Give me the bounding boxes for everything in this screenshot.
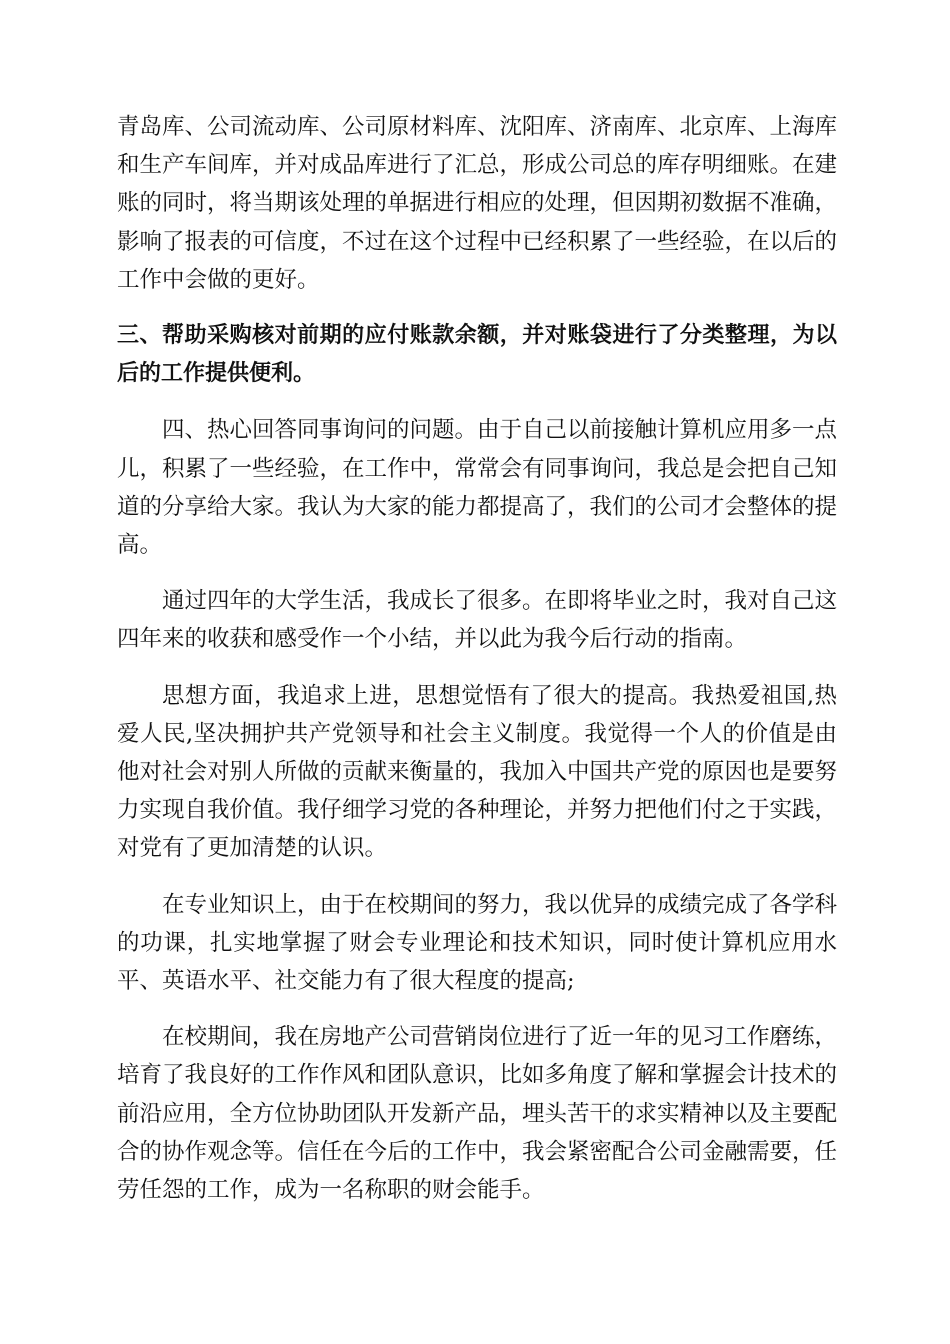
paragraph-item-four: 四、热心回答同事询问的问题。由于自己以前接触计算机应用多一点儿，积累了一些经验，在工作中，常常会有同事询问，我总是会把自己知道的分享给大家。我认为大家的能力都提高了，我们的公司才会整体的提高。 (117, 417, 838, 559)
paragraph-professional-knowledge: 在专业知识上，由于在校期间的努力，我以优异的成绩完成了各学科的功课，扎实地掌握了财会专业理论和技术知识，同时使计算机应用水平、英语水平、社交能力有了很大程度的提高; (117, 891, 838, 995)
paragraph-university-summary: 通过四年的大学生活，我成长了很多。在即将毕业之时，我对自己这四年来的收获和感受作一个小结，并以此为我今后行动的指南。 (117, 588, 838, 653)
document-body (117, 108, 837, 1227)
paragraph-inventory-accounts: 青岛库、公司流动库、公司原材料库、沈阳库、济南库、北京库、上海库和生产车间库，并对成品库进行了汇总，形成公司总的库存明细账。在建账的同时，将当期该处理的单据进行相应的处理，但因期初数据不准确，影响了报表的可信度，不过在这个过程中已经积累了一些经验，在以后的工作中会做的更好。 (117, 114, 838, 293)
paragraph-heading-three: 三、帮助采购核对前期的应付账款余额，并对账袋进行了分类整理，为以后的工作提供便利。 (117, 323, 837, 387)
paragraph-ideology: 思想方面，我追求上进，思想觉悟有了很大的提高。我热爱祖国,热爱人民,坚决拥护共产党领导和社会主义制度。我觉得一个人的价值是由他对社会对别人所做的贡献来衡量的，我加入中国共产党的原因也是要努力实现自我价值。我仔细学习党的各种理论，并努力把他们付之于实践，对党有了更加清楚的认识。 (117, 682, 838, 862)
paragraph-internship: 在校期间，我在房地产公司营销岗位进行了近一年的见习工作磨练，培育了我良好的工作作风和团队意识，比如多角度了解和掌握会计技术的前沿应用，全方位协助团队开发新产品，埋头苦干的求实精神以及主要配合的协作观念等。信任在今后的工作中，我会紧密配合公司金融需要，任劳任怨的工作，成为一名称职的财会能手。 (117, 1024, 838, 1204)
